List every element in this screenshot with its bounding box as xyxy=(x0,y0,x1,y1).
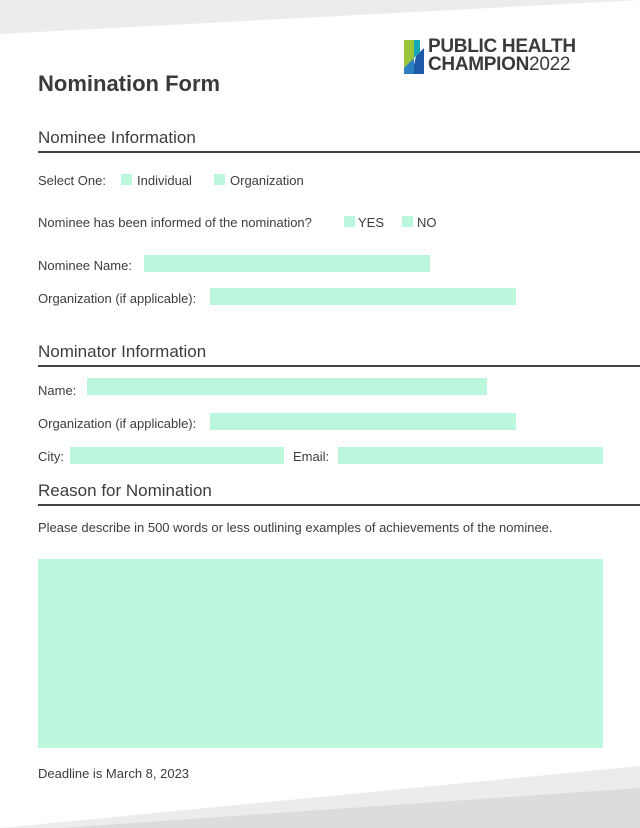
no-label: NO xyxy=(417,215,437,230)
top-decorative-band xyxy=(0,0,640,40)
section-reason-for-nomination: Reason for Nomination xyxy=(38,481,640,506)
nominee-name-label: Nominee Name: xyxy=(38,258,132,273)
deadline-text: Deadline is March 8, 2023 xyxy=(38,766,190,781)
logo-year: 2022 xyxy=(529,54,571,75)
reason-instructions: Please describe in 500 words or less outlining examples of achievements of the nominee. xyxy=(38,520,553,535)
logo-champion: CHAMPION xyxy=(428,54,530,75)
yes-checkbox[interactable] xyxy=(344,216,355,227)
reason-text-area[interactable] xyxy=(38,559,603,748)
organization-label: Organization xyxy=(230,173,304,188)
public-health-champion-logo xyxy=(404,37,614,77)
bottom-decorative-band xyxy=(0,758,640,828)
logo-mark-icon xyxy=(404,38,426,74)
individual-label: Individual xyxy=(137,173,192,188)
city-field[interactable] xyxy=(70,447,284,464)
organization-checkbox[interactable] xyxy=(214,174,225,185)
nominee-organization-label: Organization (if applicable): xyxy=(38,291,197,306)
email-label: Email: xyxy=(293,449,330,464)
select-one-label: Select One: xyxy=(38,173,106,188)
informed-label: Nominee has been informed of the nomination? xyxy=(38,215,312,230)
nominator-name-field[interactable] xyxy=(87,378,487,395)
nominee-name-field[interactable] xyxy=(144,255,430,272)
nominee-organization-field[interactable] xyxy=(210,288,516,305)
email-field[interactable] xyxy=(338,447,603,464)
nominator-name-label: Name: xyxy=(38,383,77,398)
logo-line2 xyxy=(428,55,570,75)
individual-checkbox[interactable] xyxy=(121,174,132,185)
logo-line1: PUBLIC HEALTH xyxy=(428,36,576,57)
city-label: City: xyxy=(38,449,64,464)
yes-label: YES xyxy=(358,215,385,230)
nominator-organization-label: Organization (if applicable): xyxy=(38,416,197,431)
no-checkbox[interactable] xyxy=(402,216,413,227)
section-nominator-information: Nominator Information xyxy=(38,342,640,367)
nominator-organization-field[interactable] xyxy=(210,413,516,430)
section-nominee-information: Nominee Information xyxy=(38,128,640,153)
page-title: Nomination Form xyxy=(38,71,221,96)
